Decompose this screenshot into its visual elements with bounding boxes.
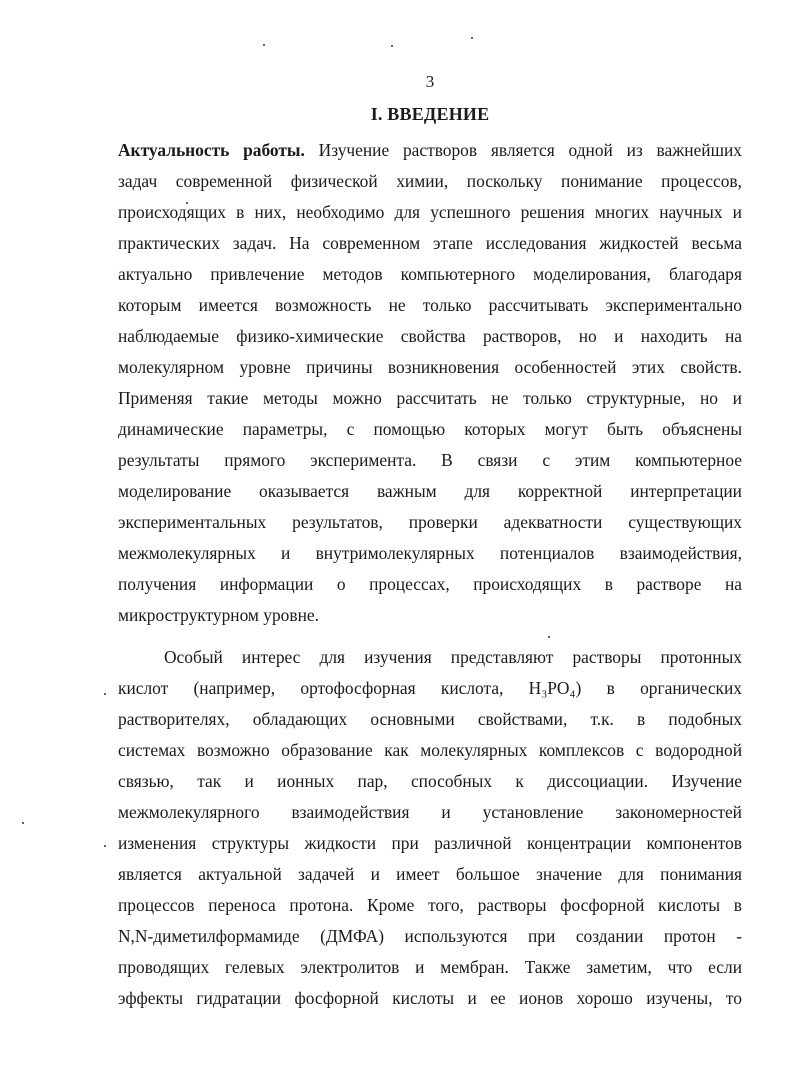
paragraph-line: растворителях, обладающих основными свойствами, т.к. в подобных [118,709,742,729]
paragraph-line: Особый интерес для изучения представляют растворы протонных [164,647,742,667]
paragraph-line: проводящих гелевых электролитов и мембран. Также заметим, что если [118,957,742,977]
paragraph-line: которым имеется возможность не только рассчитывать экспериментально [118,295,742,315]
paragraph-line [118,135,742,166]
paragraph-line: кислот (например, ортофосфорная кислота, H₃PO₄) в органических [118,678,742,698]
paragraph-line: изменения структуры жидкости при различной концентрации компонентов [118,833,742,853]
paragraph-line: актуально привлечение методов компьютерного моделирования, благодаря [118,264,742,284]
paragraph-line: межмолекулярного взаимодействия и установление закономерностей [118,802,742,822]
scan-speck [548,636,550,638]
paragraph-line: межмолекулярных и внутримолекулярных потенциалов взаимодействия, [118,543,742,563]
paragraph-line: процессов переноса протона. Кроме того, растворы фосфорной кислоты в [118,895,742,915]
scan-speck [104,693,106,695]
section-heading: I. ВВЕДЕНИЕ [370,104,490,124]
paragraph-line: Применяя такие методы можно рассчитать не только структурные, но и [118,388,742,408]
scan-speck [22,822,24,824]
paragraph-line: экспериментальных результатов, проверки адекватности существующих [118,512,742,532]
page-number: 3 [425,72,435,91]
paragraph-line: N,N-диметилформамиде (ДМФА) используются при создании протон - [118,926,742,946]
paragraph-line: связью, так и ионных пар, способных к диссоциации. Изучение [118,771,742,791]
scan-speck [263,44,265,46]
paragraph-line: получения информации о процессах, происходящих в растворе на [118,574,742,594]
paragraph-line: системах возможно образование как молекулярных комплексов с водородной [118,740,742,760]
paragraph-line: молекулярном уровне причины возникновения особенностей этих свойств. [118,357,742,377]
paragraph-line: эффекты гидратации фосфорной кислоты и ее ионов хорошо изучены, то [118,988,742,1008]
paragraph-line: задач современной физической химии, поскольку понимание процессов, [118,171,742,191]
paragraph-line: является актуальной задачей и имеет большое значение для понимания [118,864,742,884]
scan-speck [391,45,393,47]
paragraph-line: наблюдаемые физико-химические свойства растворов, но и находить на [118,326,742,346]
paragraph-line: микроструктурном уровне. [118,605,319,625]
paragraph-line: динамические параметры, с помощью которых могут быть объяснены [118,419,742,439]
paragraph-line: результаты прямого эксперимента. В связи с этим компьютерное [118,450,742,470]
paragraph-relevance [118,135,742,631]
paragraph-line: практических задач. На современном этапе исследования жидкостей весьма [118,233,742,253]
scan-speck [104,845,106,847]
line-text: Изучение растворов является одной из важнейших [318,140,742,160]
scan-speck [471,37,473,39]
lead-in: Актуальность работы. [118,140,305,160]
paragraph-special-interest [118,642,742,1014]
paragraph-line: происходящих в них, необходимо для успешного решения многих научных и [118,202,742,222]
paragraph-line: моделирование оказывается важным для корректной интерпретации [118,481,742,501]
